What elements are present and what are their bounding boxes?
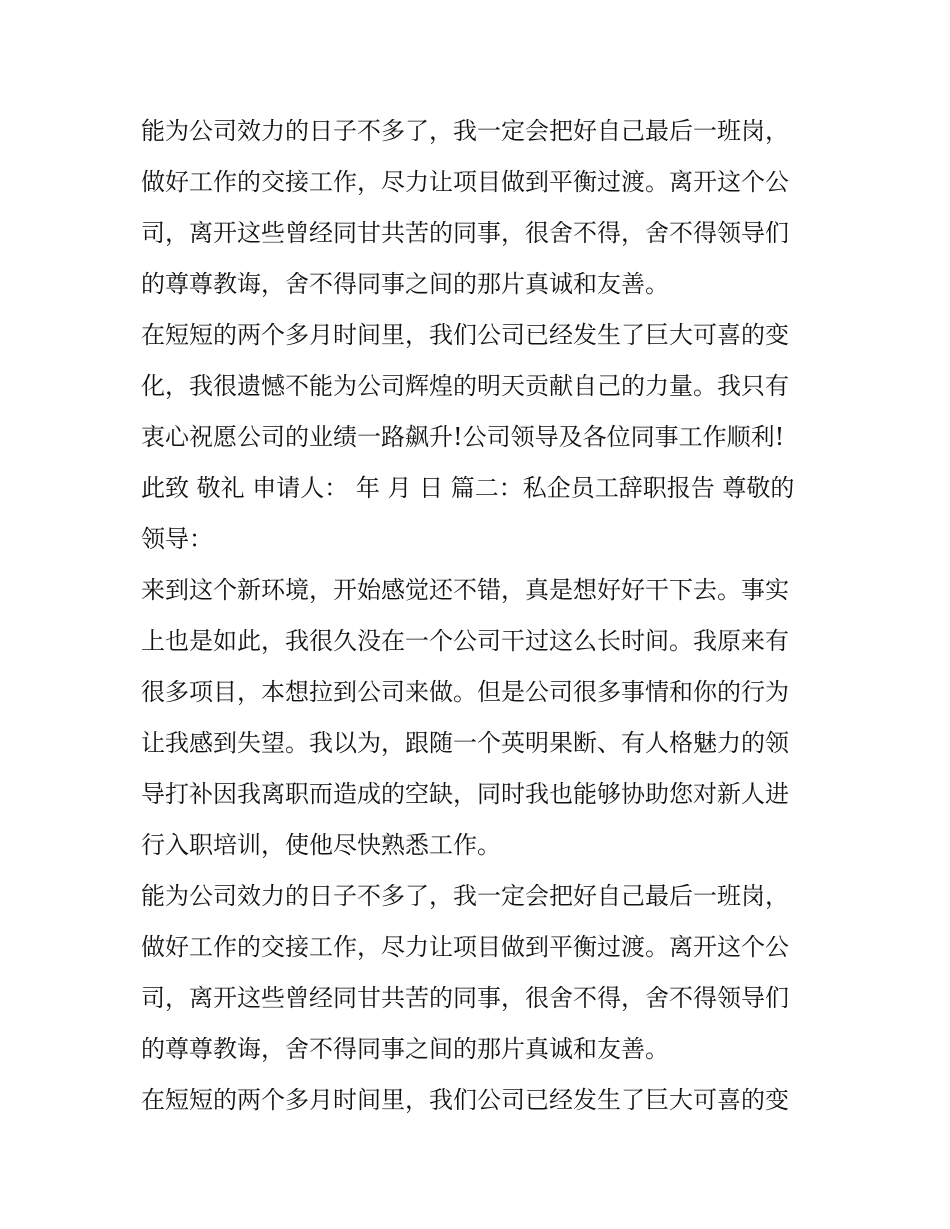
text-line: 让我感到失望。我以为，跟随一个英明果断、有人格魅力的领 (141, 729, 789, 757)
text-line: 来到这个新环境，开始感觉还不错，真是想好好干下去。事实 (141, 576, 789, 604)
text-line: 司，离开这些曾经同甘共苦的同事，很舍不得，舍不得领导们 (141, 984, 789, 1012)
text-line: 能为公司效力的日子不多了，我一定会把好自己最后一班岗， (141, 117, 789, 145)
text-line: 领导： (141, 525, 213, 553)
text-line: 此致 敬礼 申请人： 年 月 日 篇二：私企员工辞职报告 尊敬的 (141, 474, 795, 502)
text-line: 衷心祝愿公司的业绩一路飙升!公司领导及各位同事工作顺利! (141, 423, 785, 451)
text-line: 司，离开这些曾经同甘共苦的同事，很舍不得，舍不得领导们 (141, 219, 789, 247)
text-line: 的尊尊教诲，舍不得同事之间的那片真诚和友善。 (141, 270, 669, 298)
text-line: 上也是如此，我很久没在一个公司干过这么长时间。我原来有 (141, 627, 789, 655)
text-line: 做好工作的交接工作，尽力让项目做到平衡过渡。离开这个公 (141, 168, 789, 196)
text-line: 能为公司效力的日子不多了，我一定会把好自己最后一班岗， (141, 882, 789, 910)
text-line: 在短短的两个多月时间里，我们公司已经发生了巨大可喜的变 (141, 321, 789, 349)
text-line: 做好工作的交接工作，尽力让项目做到平衡过渡。离开这个公 (141, 933, 789, 961)
document-body (141, 106, 813, 1126)
text-line: 很多项目，本想拉到公司来做。但是公司很多事情和你的行为 (141, 678, 789, 706)
text-line: 导打补因我离职而造成的空缺，同时我也能够协助您对新人进 (141, 780, 789, 808)
text-line: 在短短的两个多月时间里，我们公司已经发生了巨大可喜的变 (141, 1086, 789, 1114)
text-line: 行入职培训，使他尽快熟悉工作。 (141, 831, 501, 859)
text-line: 的尊尊教诲，舍不得同事之间的那片真诚和友善。 (141, 1035, 669, 1063)
text-line: 化，我很遗憾不能为公司辉煌的明天贡献自己的力量。我只有 (141, 372, 789, 400)
